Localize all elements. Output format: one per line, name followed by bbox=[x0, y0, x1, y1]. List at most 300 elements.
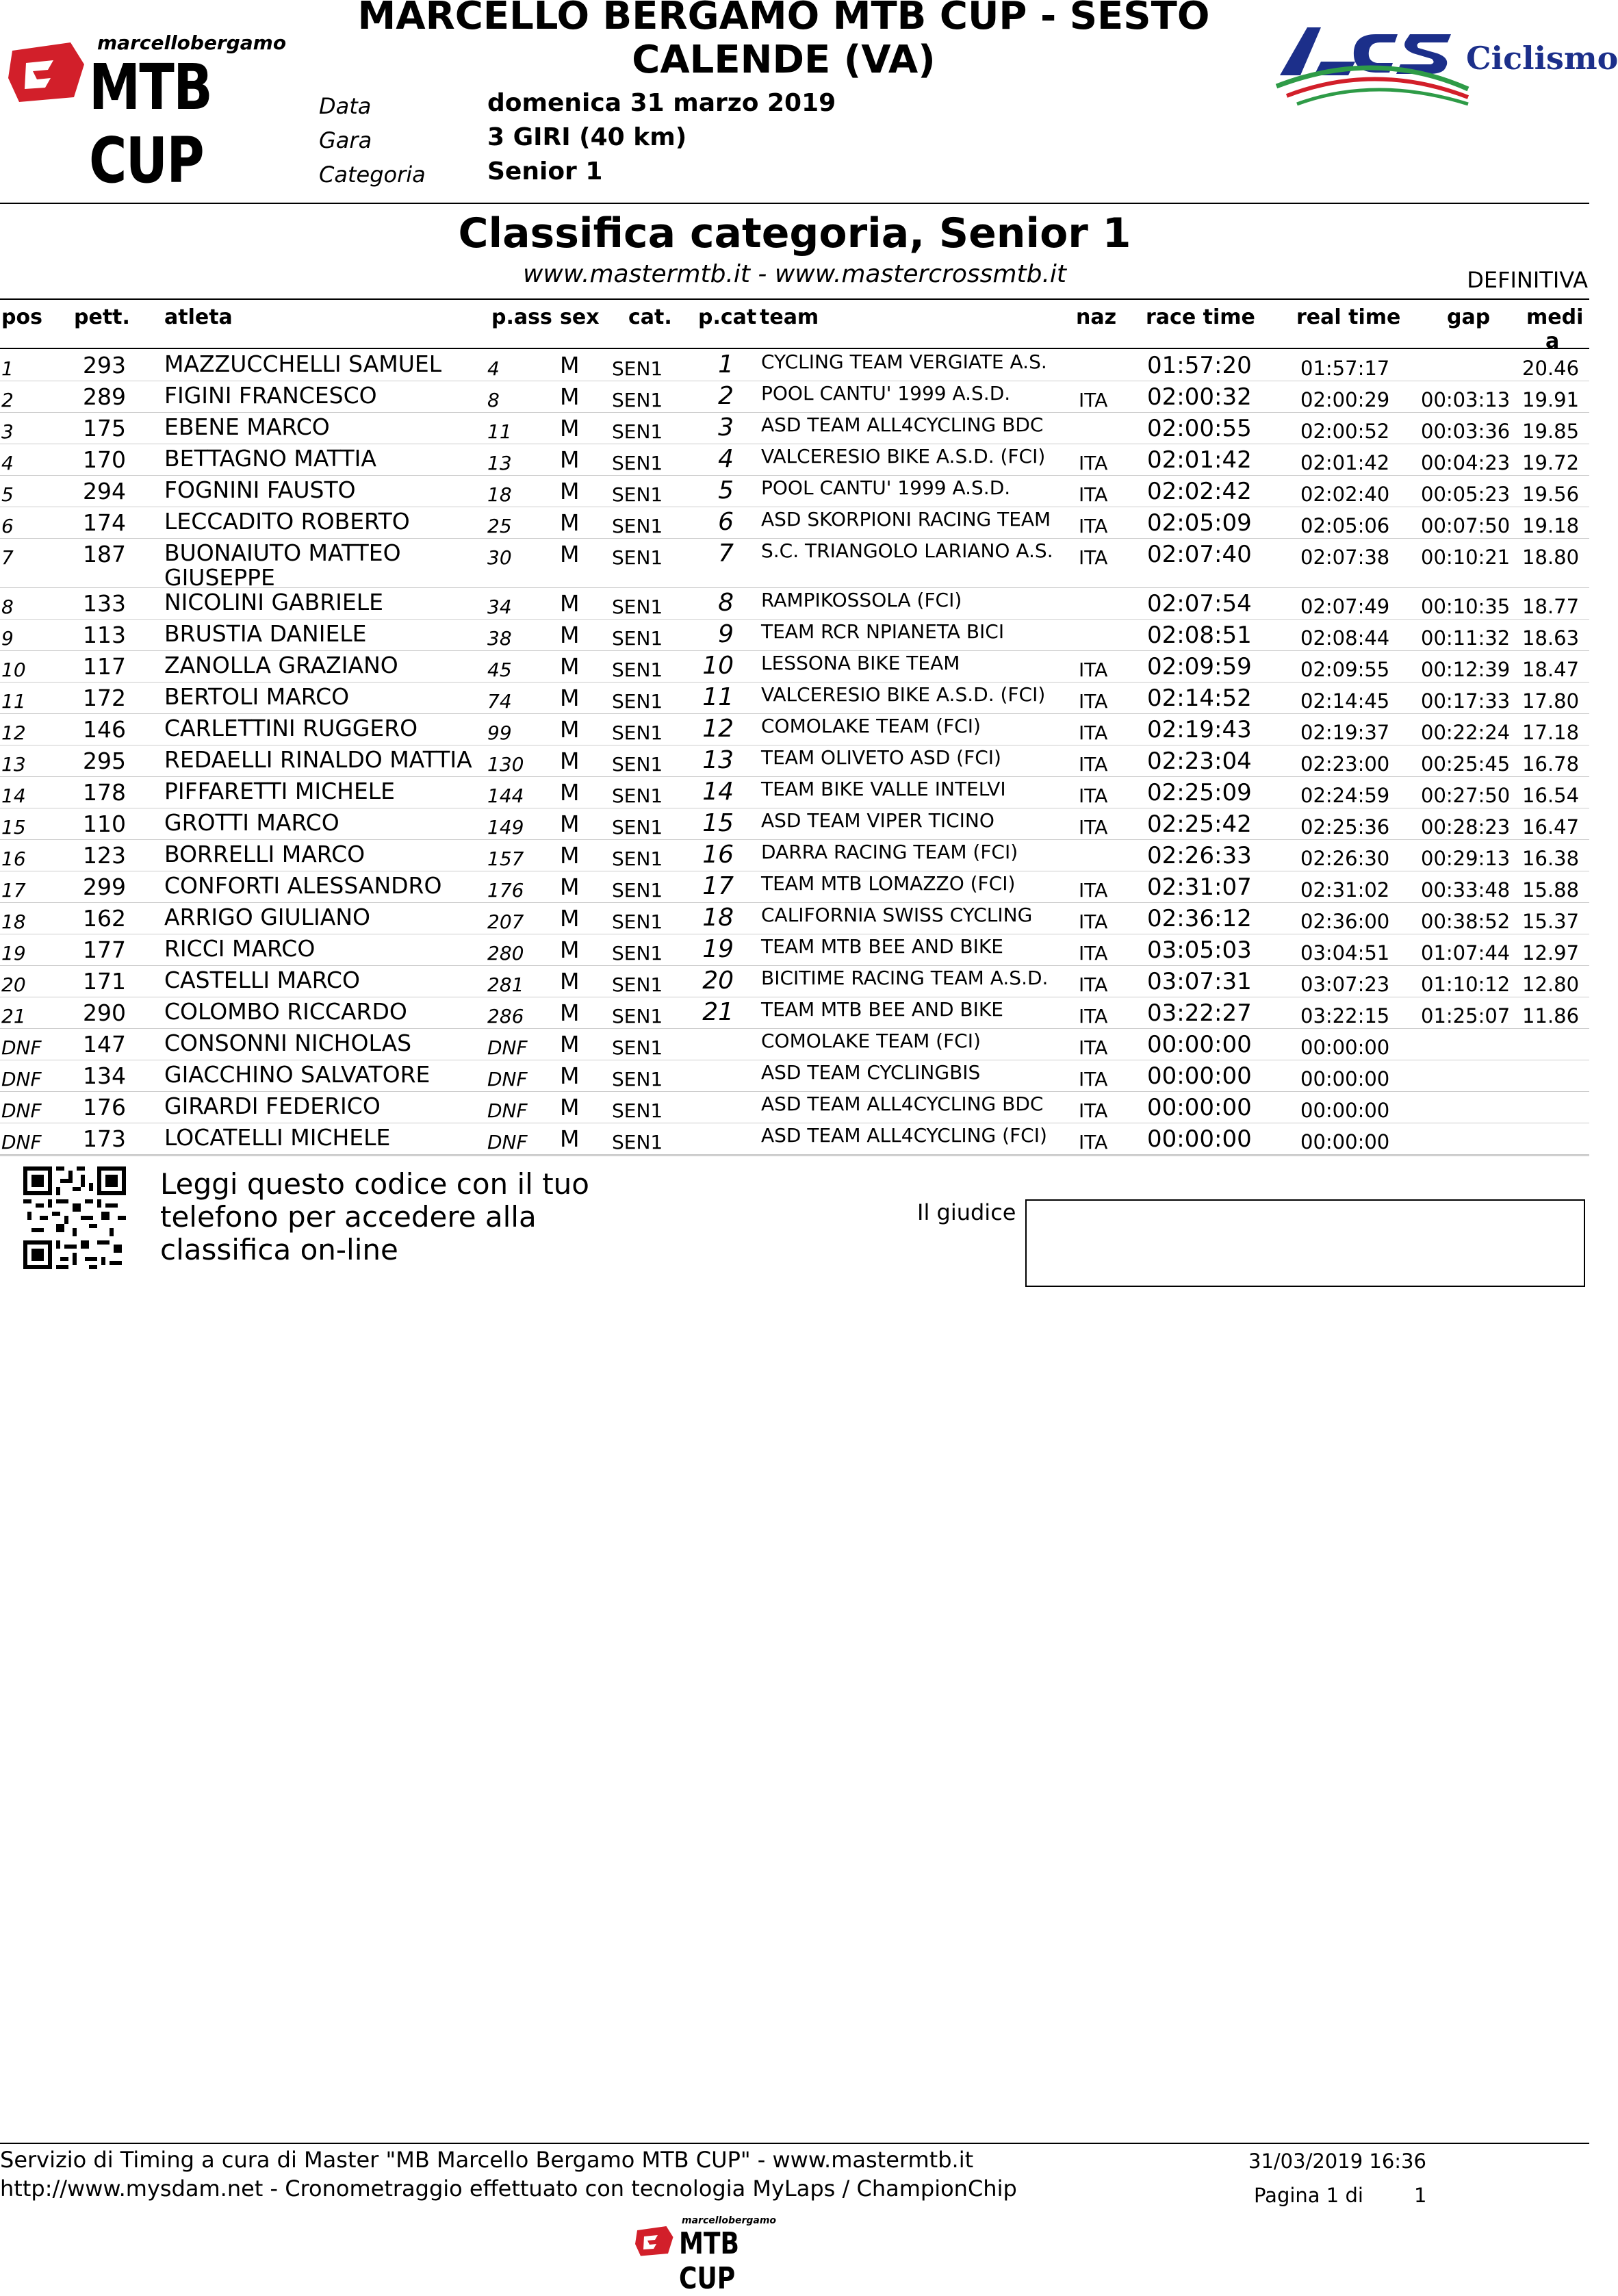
cell-sex: M bbox=[560, 873, 580, 900]
cell-cat: SEN1 bbox=[612, 690, 663, 713]
table-row bbox=[0, 682, 1589, 714]
table-row bbox=[0, 934, 1589, 966]
cell-real: 02:01:42 bbox=[1300, 451, 1390, 474]
cell-pcat: 20 bbox=[702, 967, 734, 995]
cell-pass: 45 bbox=[487, 659, 512, 681]
cell-pass: 157 bbox=[487, 847, 524, 870]
cell-gap: 00:33:48 bbox=[1421, 878, 1511, 902]
judge-signature-box bbox=[1025, 1199, 1585, 1287]
cell-pass: 281 bbox=[487, 973, 524, 996]
cell-media: 19.56 bbox=[1522, 483, 1580, 506]
cell-media: 12.97 bbox=[1522, 941, 1580, 965]
cell-atleta: CARLETTINI RUGGERO bbox=[164, 715, 418, 741]
cell-atleta: FOGNINI FAUSTO bbox=[164, 476, 356, 503]
cell-gap: 00:04:23 bbox=[1421, 451, 1511, 474]
cell-pos: DNF bbox=[1, 1068, 42, 1090]
col-atleta: atleta bbox=[164, 305, 233, 329]
cell-atleta: FIGINI FRANCESCO bbox=[164, 382, 377, 409]
logo-small-text: marcellobergamo bbox=[97, 31, 287, 54]
table-row bbox=[0, 808, 1589, 840]
cell-pass: DNF bbox=[487, 1131, 528, 1153]
cell-gap: 00:12:39 bbox=[1421, 658, 1511, 681]
gara-value: 3 GIRI (40 km) bbox=[487, 123, 687, 151]
cell-sex: M bbox=[560, 478, 580, 505]
cell-naz: ITA bbox=[1079, 389, 1108, 411]
cell-media: 16.54 bbox=[1522, 784, 1580, 807]
cell-race: 00:00:00 bbox=[1147, 1062, 1252, 1090]
cell-cat: SEN1 bbox=[612, 1036, 663, 1059]
cell-race: 00:00:00 bbox=[1147, 1125, 1252, 1153]
table-row bbox=[0, 713, 1589, 745]
cell-pos: 21 bbox=[1, 1005, 26, 1028]
cell-race: 01:57:20 bbox=[1147, 352, 1252, 379]
cell-media: 16.38 bbox=[1522, 847, 1580, 870]
cell-pett: 294 bbox=[83, 478, 126, 505]
cell-pcat: 12 bbox=[702, 715, 734, 743]
col-naz: naz bbox=[1076, 305, 1117, 329]
cell-sex: M bbox=[560, 622, 580, 648]
table-row bbox=[0, 1060, 1589, 1092]
cell-pos: 6 bbox=[1, 515, 14, 537]
cell-pass: 286 bbox=[487, 1005, 524, 1028]
table-row bbox=[0, 444, 1589, 476]
cell-atleta: CONFORTI ALESSANDRO bbox=[164, 872, 442, 899]
cell-sex: M bbox=[560, 811, 580, 837]
cell-team: TEAM BIKE VALLE INTELVI bbox=[761, 778, 1006, 800]
cell-team: TEAM MTB BEE AND BIKE bbox=[761, 935, 1003, 958]
table-row bbox=[0, 619, 1589, 651]
cell-pos: 4 bbox=[1, 452, 14, 474]
cell-atleta: BETTAGNO MATTIA bbox=[164, 445, 376, 472]
event-title-line1: MARCELLO BERGAMO MTB CUP - SESTO bbox=[357, 0, 1210, 38]
cell-pett: 117 bbox=[83, 653, 126, 680]
table-row bbox=[0, 1091, 1589, 1123]
table-row bbox=[0, 587, 1589, 620]
table-row bbox=[0, 507, 1589, 539]
footer-logo-small: marcellobergamo bbox=[682, 2215, 777, 2226]
cell-pett: 178 bbox=[83, 779, 126, 806]
table-row bbox=[0, 381, 1589, 413]
table-row bbox=[0, 412, 1589, 444]
cell-cat: SEN1 bbox=[612, 1005, 663, 1028]
cell-pett: 295 bbox=[83, 748, 126, 774]
cell-pett: 187 bbox=[83, 541, 126, 567]
cell-naz: ITA bbox=[1079, 942, 1108, 965]
cell-pos: 11 bbox=[1, 690, 26, 713]
cell-pett: 172 bbox=[83, 685, 126, 711]
cell-sex: M bbox=[560, 999, 580, 1026]
cell-pett: 123 bbox=[83, 842, 126, 869]
cell-pett: 299 bbox=[83, 873, 126, 900]
cell-atleta bbox=[164, 541, 401, 590]
cell-race: 02:01:42 bbox=[1147, 446, 1252, 474]
cell-media: 19.85 bbox=[1522, 420, 1580, 443]
header-divider bbox=[0, 203, 1589, 204]
cell-pcat: 14 bbox=[702, 778, 734, 806]
cell-race: 03:22:27 bbox=[1147, 999, 1252, 1027]
cell-pass: 144 bbox=[487, 785, 524, 807]
cell-pcat: 2 bbox=[718, 382, 734, 410]
cell-naz: ITA bbox=[1079, 910, 1108, 933]
cell-pett: 113 bbox=[83, 622, 126, 648]
cell-real: 02:23:00 bbox=[1300, 752, 1390, 776]
cell-race: 02:26:33 bbox=[1147, 842, 1252, 869]
cell-atleta: GIRARDI FEDERICO bbox=[164, 1093, 381, 1119]
table-row bbox=[0, 997, 1589, 1029]
cell-pett: 293 bbox=[83, 352, 126, 379]
qr-text-line3: classifica on-line bbox=[160, 1233, 398, 1266]
cell-media: 18.63 bbox=[1522, 626, 1580, 650]
cell-pass: 4 bbox=[487, 357, 500, 380]
table-row bbox=[0, 902, 1589, 934]
qr-text-line1: Leggi questo codice con il tuo bbox=[160, 1167, 589, 1201]
cell-media: 15.88 bbox=[1522, 878, 1580, 902]
cell-pos: 16 bbox=[1, 847, 26, 870]
cell-pett: 173 bbox=[83, 1125, 126, 1152]
cell-pcat: 4 bbox=[718, 445, 734, 473]
cell-pett: 171 bbox=[83, 968, 126, 995]
gara-label: Gara bbox=[319, 127, 372, 153]
footer-page-label: Pagina 1 di bbox=[1254, 2184, 1363, 2207]
cell-sex: M bbox=[560, 1125, 580, 1152]
cell-team: ASD TEAM ALL4CYCLING (FCI) bbox=[761, 1124, 1047, 1147]
cell-real: 02:36:00 bbox=[1300, 910, 1390, 933]
cell-race: 02:05:09 bbox=[1147, 509, 1252, 537]
cell-sex: M bbox=[560, 415, 580, 442]
acsi-text: Ciclismo bbox=[1466, 40, 1618, 77]
cell-pos: 7 bbox=[1, 546, 14, 569]
cell-cat: SEN1 bbox=[612, 753, 663, 776]
col-real: real time bbox=[1296, 305, 1401, 329]
cell-real: 02:14:45 bbox=[1300, 689, 1390, 713]
cell-real: 00:00:00 bbox=[1300, 1099, 1390, 1122]
cell-pett: 134 bbox=[83, 1062, 126, 1089]
cell-sex: M bbox=[560, 352, 580, 379]
cell-race: 02:23:04 bbox=[1147, 748, 1252, 775]
cell-sex: M bbox=[560, 685, 580, 711]
col-pass: p.ass bbox=[491, 305, 552, 329]
cell-sex: M bbox=[560, 748, 580, 774]
event-title-line2: CALENDE (VA) bbox=[632, 38, 936, 82]
cell-pos: 10 bbox=[1, 659, 26, 681]
cell-pass: 74 bbox=[487, 690, 512, 713]
cell-media: 18.47 bbox=[1522, 658, 1580, 681]
cell-real: 02:05:06 bbox=[1300, 514, 1390, 537]
cell-atleta: LOCATELLI MICHELE bbox=[164, 1124, 391, 1151]
table-row bbox=[0, 1123, 1589, 1155]
table-row bbox=[0, 650, 1589, 683]
cell-pos: DNF bbox=[1, 1036, 42, 1059]
cell-sex: M bbox=[560, 446, 580, 473]
cell-cat: SEN1 bbox=[612, 659, 663, 681]
cell-atleta: ZANOLLA GRAZIANO bbox=[164, 652, 398, 678]
cell-cat: SEN1 bbox=[612, 973, 663, 996]
cell-pos: 17 bbox=[1, 879, 26, 902]
cell-gap: 00:03:36 bbox=[1421, 420, 1511, 443]
cell-pett: 146 bbox=[83, 716, 126, 743]
cell-pos: 2 bbox=[1, 389, 14, 411]
cell-real: 02:26:30 bbox=[1300, 847, 1390, 870]
table-row bbox=[0, 776, 1589, 808]
cell-sex: M bbox=[560, 716, 580, 743]
cell-team: COMOLAKE TEAM (FCI) bbox=[761, 1030, 981, 1052]
cell-team: LESSONA BIKE TEAM bbox=[761, 652, 960, 674]
cell-cat: SEN1 bbox=[612, 596, 663, 618]
cell-pass: 11 bbox=[487, 420, 512, 443]
col-team: team bbox=[760, 305, 819, 329]
cell-pcat: 16 bbox=[702, 841, 734, 869]
acsi-logo bbox=[1273, 21, 1618, 123]
cell-gap: 00:25:45 bbox=[1421, 752, 1511, 776]
categoria-value: Senior 1 bbox=[487, 157, 603, 186]
cell-sex: M bbox=[560, 590, 580, 617]
cell-team: TEAM RCR NPIANETA BICI bbox=[761, 620, 1005, 643]
col-sex: sex bbox=[560, 305, 600, 329]
mtb-cup-logo bbox=[5, 27, 313, 197]
col-pcat: p.cat bbox=[698, 305, 757, 329]
cell-cat: SEN1 bbox=[612, 942, 663, 965]
cell-pcat: 13 bbox=[702, 746, 734, 774]
cell-naz: ITA bbox=[1079, 659, 1108, 681]
cell-cat: SEN1 bbox=[612, 420, 663, 443]
event-title bbox=[329, 0, 1239, 82]
cell-pass: 280 bbox=[487, 942, 524, 965]
cell-team: TEAM OLIVETO ASD (FCI) bbox=[761, 746, 1001, 769]
cell-atleta: CONSONNI NICHOLAS bbox=[164, 1030, 412, 1056]
cell-pett: 174 bbox=[83, 509, 126, 536]
cell-race: 02:36:12 bbox=[1147, 905, 1252, 932]
cell-real: 02:00:29 bbox=[1300, 388, 1390, 411]
cell-gap: 00:10:35 bbox=[1421, 595, 1511, 618]
cell-sex: M bbox=[560, 509, 580, 536]
cell-real: 02:24:59 bbox=[1300, 784, 1390, 807]
cell-sex: M bbox=[560, 905, 580, 932]
cell-pass: 38 bbox=[487, 627, 512, 650]
cell-pass: DNF bbox=[487, 1036, 528, 1059]
cell-sex: M bbox=[560, 968, 580, 995]
cell-pcat: 10 bbox=[702, 652, 734, 680]
cell-team: ASD SKORPIONI RACING TEAM bbox=[761, 508, 1051, 531]
cell-pos: 20 bbox=[1, 973, 26, 996]
table-row bbox=[0, 839, 1589, 871]
cell-cat: SEN1 bbox=[612, 452, 663, 474]
cell-atleta-line1: BUONAIUTO MATTEO bbox=[164, 539, 401, 566]
cell-team: CYCLING TEAM VERGIATE A.S. bbox=[761, 350, 1047, 373]
cell-real: 02:08:44 bbox=[1300, 626, 1390, 650]
footer-badge-icon bbox=[634, 2222, 675, 2259]
cell-team: DARRA RACING TEAM (FCI) bbox=[761, 841, 1018, 863]
cell-pett: 176 bbox=[83, 1094, 126, 1121]
cell-pos: 14 bbox=[1, 785, 26, 807]
cell-real: 02:25:36 bbox=[1300, 815, 1390, 839]
col-pos: pos bbox=[1, 305, 42, 329]
cell-pass: 18 bbox=[487, 483, 512, 506]
col-pett: pett. bbox=[74, 305, 130, 329]
cell-race: 02:25:42 bbox=[1147, 811, 1252, 838]
cell-real: 02:31:02 bbox=[1300, 878, 1390, 902]
cell-pass: 149 bbox=[487, 816, 524, 839]
cell-team: COMOLAKE TEAM (FCI) bbox=[761, 715, 981, 737]
table-row bbox=[0, 475, 1589, 507]
cell-real: 03:07:23 bbox=[1300, 973, 1390, 996]
cell-real: 00:00:00 bbox=[1300, 1130, 1390, 1153]
cell-atleta: LECCADITO ROBERTO bbox=[164, 508, 410, 535]
cell-team: ASD TEAM VIPER TICINO bbox=[761, 809, 994, 832]
cell-real: 02:07:38 bbox=[1300, 546, 1390, 569]
cell-media: 20.46 bbox=[1522, 357, 1580, 380]
cell-pett: 162 bbox=[83, 905, 126, 932]
footer-page-total: 1 bbox=[1414, 2184, 1427, 2207]
cell-pcat: 18 bbox=[702, 904, 734, 932]
cell-race: 02:31:07 bbox=[1147, 873, 1252, 901]
cell-real: 02:00:52 bbox=[1300, 420, 1390, 443]
cell-naz: ITA bbox=[1079, 690, 1108, 713]
table-row bbox=[0, 538, 1589, 591]
cell-race: 02:25:09 bbox=[1147, 779, 1252, 806]
footer-divider bbox=[0, 2143, 1589, 2144]
cell-pass: 25 bbox=[487, 515, 512, 537]
cell-race: 00:00:00 bbox=[1147, 1031, 1252, 1058]
cell-pos: 18 bbox=[1, 910, 26, 933]
cell-naz: ITA bbox=[1079, 483, 1108, 506]
footer-logo bbox=[634, 2215, 805, 2296]
cell-media: 17.18 bbox=[1522, 721, 1580, 744]
cell-team: POOL CANTU' 1999 A.S.D. bbox=[761, 476, 1011, 499]
cell-race: 02:09:59 bbox=[1147, 653, 1252, 680]
col-gap: gap bbox=[1447, 305, 1491, 329]
col-media-line1: medi bbox=[1526, 305, 1584, 329]
qr-instructions bbox=[160, 1168, 589, 1266]
logo-big-text: MTB CUP bbox=[89, 51, 212, 197]
cell-team: VALCERESIO BIKE A.S.D. (FCI) bbox=[761, 445, 1046, 468]
cell-media: 19.18 bbox=[1522, 514, 1580, 537]
cell-gap: 00:07:50 bbox=[1421, 514, 1511, 537]
categoria-label: Categoria bbox=[319, 162, 426, 188]
cell-real: 02:19:37 bbox=[1300, 721, 1390, 744]
cell-cat: SEN1 bbox=[612, 785, 663, 807]
cell-atleta: EBENE MARCO bbox=[164, 413, 330, 440]
cell-atleta: PIFFARETTI MICHELE bbox=[164, 778, 396, 804]
cell-pass: DNF bbox=[487, 1068, 528, 1090]
cell-cat: SEN1 bbox=[612, 722, 663, 744]
cell-race: 02:00:32 bbox=[1147, 383, 1252, 411]
cell-naz: ITA bbox=[1079, 816, 1108, 839]
cell-sex: M bbox=[560, 842, 580, 869]
cell-media: 17.80 bbox=[1522, 689, 1580, 713]
cell-media: 11.86 bbox=[1522, 1004, 1580, 1028]
cell-pass: 207 bbox=[487, 910, 524, 933]
cell-cat: SEN1 bbox=[612, 847, 663, 870]
table-row bbox=[0, 349, 1589, 381]
cell-pcat: 8 bbox=[718, 589, 734, 617]
cell-atleta: COLOMBO RICCARDO bbox=[164, 998, 407, 1025]
cell-real: 01:57:17 bbox=[1300, 357, 1390, 380]
cell-naz: ITA bbox=[1079, 452, 1108, 474]
cell-media: 18.80 bbox=[1522, 546, 1580, 569]
cell-naz: ITA bbox=[1079, 546, 1108, 569]
mtb-cup-badge-icon bbox=[5, 37, 88, 105]
cell-pass: 176 bbox=[487, 879, 524, 902]
table-row bbox=[0, 871, 1589, 903]
cell-real: 02:09:55 bbox=[1300, 658, 1390, 681]
cell-real: 03:22:15 bbox=[1300, 1004, 1390, 1028]
table-row bbox=[0, 1028, 1589, 1060]
cell-pcat: 6 bbox=[718, 508, 734, 536]
cell-pett: 177 bbox=[83, 936, 126, 963]
cell-gap: 01:10:12 bbox=[1421, 973, 1511, 996]
cell-naz: ITA bbox=[1079, 879, 1108, 902]
cell-sex: M bbox=[560, 383, 580, 410]
table-top-divider bbox=[0, 298, 1589, 300]
cell-race: 02:08:51 bbox=[1147, 622, 1252, 649]
cell-cat: SEN1 bbox=[612, 910, 663, 933]
cell-pass: 130 bbox=[487, 753, 524, 776]
cell-naz: ITA bbox=[1079, 753, 1108, 776]
cell-pos: 3 bbox=[1, 420, 14, 443]
cell-team: TEAM MTB BEE AND BIKE bbox=[761, 998, 1003, 1021]
cell-gap: 00:38:52 bbox=[1421, 910, 1511, 933]
cell-atleta: REDAELLI RINALDO MATTIA bbox=[164, 746, 472, 773]
cell-naz: ITA bbox=[1079, 1068, 1108, 1090]
cell-cat: SEN1 bbox=[612, 1068, 663, 1090]
footer-timing-service: Servizio di Timing a cura di Master "MB Marcello Bergamo MTB CUP" - www.mastermtb.it bbox=[0, 2147, 974, 2173]
cell-cat: SEN1 bbox=[612, 483, 663, 506]
cell-race: 02:14:52 bbox=[1147, 685, 1252, 712]
cell-race: 02:00:55 bbox=[1147, 415, 1252, 442]
cell-naz: ITA bbox=[1079, 785, 1108, 807]
cell-pos: 9 bbox=[1, 627, 14, 650]
cell-gap: 00:28:23 bbox=[1421, 815, 1511, 839]
cell-pos: 1 bbox=[1, 357, 14, 380]
cell-team: CALIFORNIA SWISS CYCLING bbox=[761, 904, 1033, 926]
cell-pass: 13 bbox=[487, 452, 512, 474]
acsi-emblem-icon bbox=[1273, 21, 1472, 116]
cell-cat: SEN1 bbox=[612, 1099, 663, 1122]
cell-pass: 34 bbox=[487, 596, 512, 618]
cell-gap: 00:27:50 bbox=[1421, 784, 1511, 807]
cell-real: 02:02:40 bbox=[1300, 483, 1390, 506]
cell-pcat: 11 bbox=[702, 683, 734, 711]
cell-pett: 133 bbox=[83, 590, 126, 617]
cell-atleta: GIACCHINO SALVATORE bbox=[164, 1061, 431, 1088]
cell-pos: DNF bbox=[1, 1131, 42, 1153]
cell-pos: 15 bbox=[1, 816, 26, 839]
cell-team: ASD TEAM ALL4CYCLING BDC bbox=[761, 413, 1044, 436]
cell-pcat: 3 bbox=[718, 413, 734, 442]
cell-media: 12.80 bbox=[1522, 973, 1580, 996]
cell-gap: 01:07:44 bbox=[1421, 941, 1511, 965]
cell-atleta: BORRELLI MARCO bbox=[164, 841, 365, 867]
cell-naz: ITA bbox=[1079, 1099, 1108, 1122]
cell-media: 19.91 bbox=[1522, 388, 1580, 411]
cell-gap: 00:03:13 bbox=[1421, 388, 1511, 411]
cell-sex: M bbox=[560, 936, 580, 963]
cell-team: VALCERESIO BIKE A.S.D. (FCI) bbox=[761, 683, 1046, 706]
cell-team: BICITIME RACING TEAM A.S.D. bbox=[761, 967, 1049, 989]
cell-cat: SEN1 bbox=[612, 816, 663, 839]
cell-naz: ITA bbox=[1079, 1005, 1108, 1028]
cell-gap: 00:11:32 bbox=[1421, 626, 1511, 650]
cell-naz: ITA bbox=[1079, 722, 1108, 744]
cell-pos: 8 bbox=[1, 596, 14, 618]
cell-media: 19.72 bbox=[1522, 451, 1580, 474]
cell-pos: 5 bbox=[1, 483, 14, 506]
col-media bbox=[1526, 305, 1583, 353]
table-row bbox=[0, 745, 1589, 777]
footer-mysdam: http://www.mysdam.net - Cronometraggio effettuato con tecnologia MyLaps / ChampionChip bbox=[0, 2176, 1017, 2202]
cell-cat: SEN1 bbox=[612, 389, 663, 411]
cell-gap: 00:10:21 bbox=[1421, 546, 1511, 569]
